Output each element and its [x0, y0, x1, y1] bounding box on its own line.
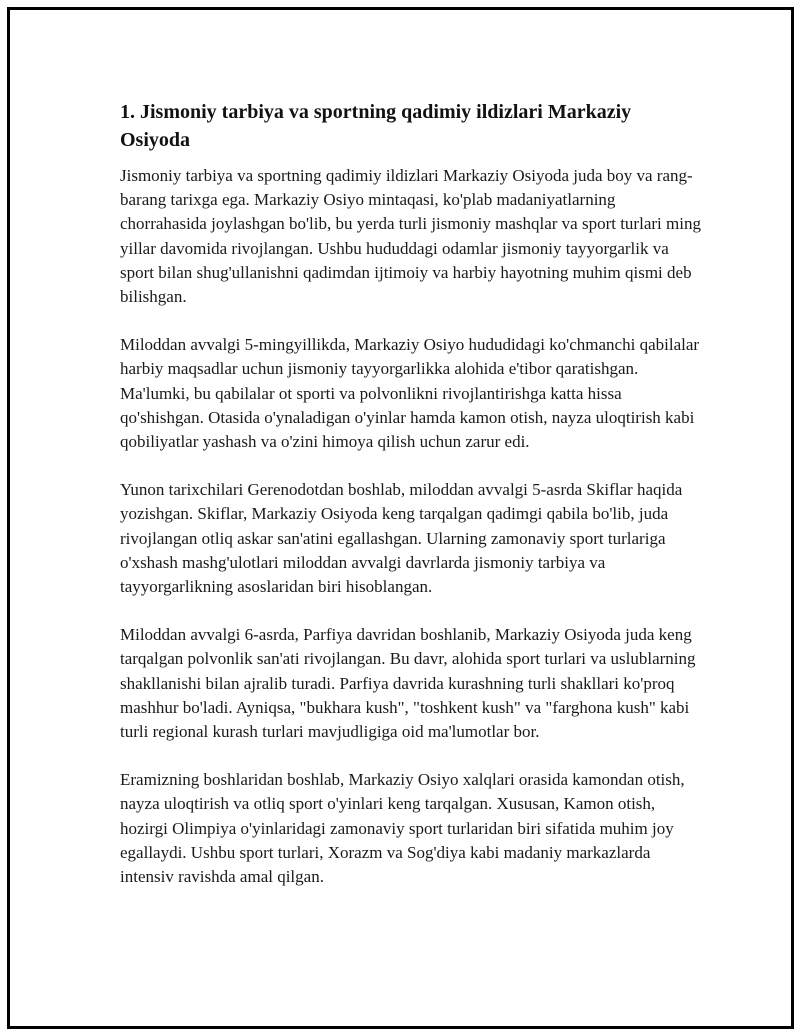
- document-body: [120, 98, 705, 913]
- paragraph-1: Jismoniy tarbiya va sportning qadimiy ildizlari Markaziy Osiyoda juda boy va rang-barang tarixga ega. Markaziy Osiyo mintaqasi, ko'plab madaniyatlarning chorrahasida joylashgan bo'lib, bu yerda turli jismoniy mashqlar va sport turlari ming yillar davomida rivojlangan. Ushbu hududdagi odamlar jismoniy tayyorgarlik va sport bilan shug'ullanishni qadimdan ijtimoiy va harbiy hayotning muhim qismi deb bilishgan.: [120, 166, 701, 307]
- section-heading: 1. Jismoniy tarbiya va sportning qadimiy ildizlari Markaziy Osiyoda: [120, 101, 632, 151]
- paragraph-4: Miloddan avvalgi 6-asrda, Parfiya davridan boshlanib, Markaziy Osiyoda juda keng tarqalgan polvonlik san'ati rivojlangan. Bu davr, alohida sport turlari va uslublarning shakllanishi bilan ajralib turadi. Parfiya davrida kurashning turli shakllari ko'proq mashhur bo'ladi. Ayniqsa, "bukhara kush", "toshkent kush" va "farghona kush" kabi turli regional kurash turlari mavjudligiga oid ma'lumotlar bor.: [120, 625, 696, 742]
- paragraph-5: Eramizning boshlaridan boshlab, Markaziy Osiyo xalqlari orasida kamondan otish, nayza uloqtirish va otliq sport o'yinlari keng tarqalgan. Xususan, Kamon otish, hozirgi Olimpiya o'yinlaridagi zamonaviy sport turlaridan biri sifatida muhim joy egallaydi. Ushbu sport turlari, Xorazm va Sog'diya kabi madaniy markazlarda intensiv ravishda amal qilgan.: [120, 770, 685, 887]
- page-frame: [7, 7, 794, 1029]
- paragraph-3: Yunon tarixchilari Gerenodotdan boshlab, miloddan avvalgi 5-asrda Skiflar haqida yozishgan. Skiflar, Markaziy Osiyoda keng tarqalgan qadimgi qabila bo'lib, juda rivojlangan otliq askar san'atini egallashgan. Ularning zamonaviy sport turlariga o'xshash mashg'ulotlari miloddan avvalgi davrlarda jismoniy tarbiya va tayyorgarlikning asoslaridan biri hisoblangan.: [120, 480, 683, 597]
- paragraph-2: Miloddan avvalgi 5-mingyillikda, Markaziy Osiyo hududidagi ko'chmanchi qabilalar harbiy maqsadlar uchun jismoniy tayyorgarlikka alohida e'tibor qaratishgan. Ma'lumki, bu qabilalar ot sporti va polvonlikni rivojlantirishga katta hissa qo'shishgan. Otasida o'ynaladigan o'yinlar hamda kamon otish, nayza uloqtirish kabi qobiliyatlar yashash va o'zini himoya qilish uchun zarur edi.: [120, 335, 700, 452]
